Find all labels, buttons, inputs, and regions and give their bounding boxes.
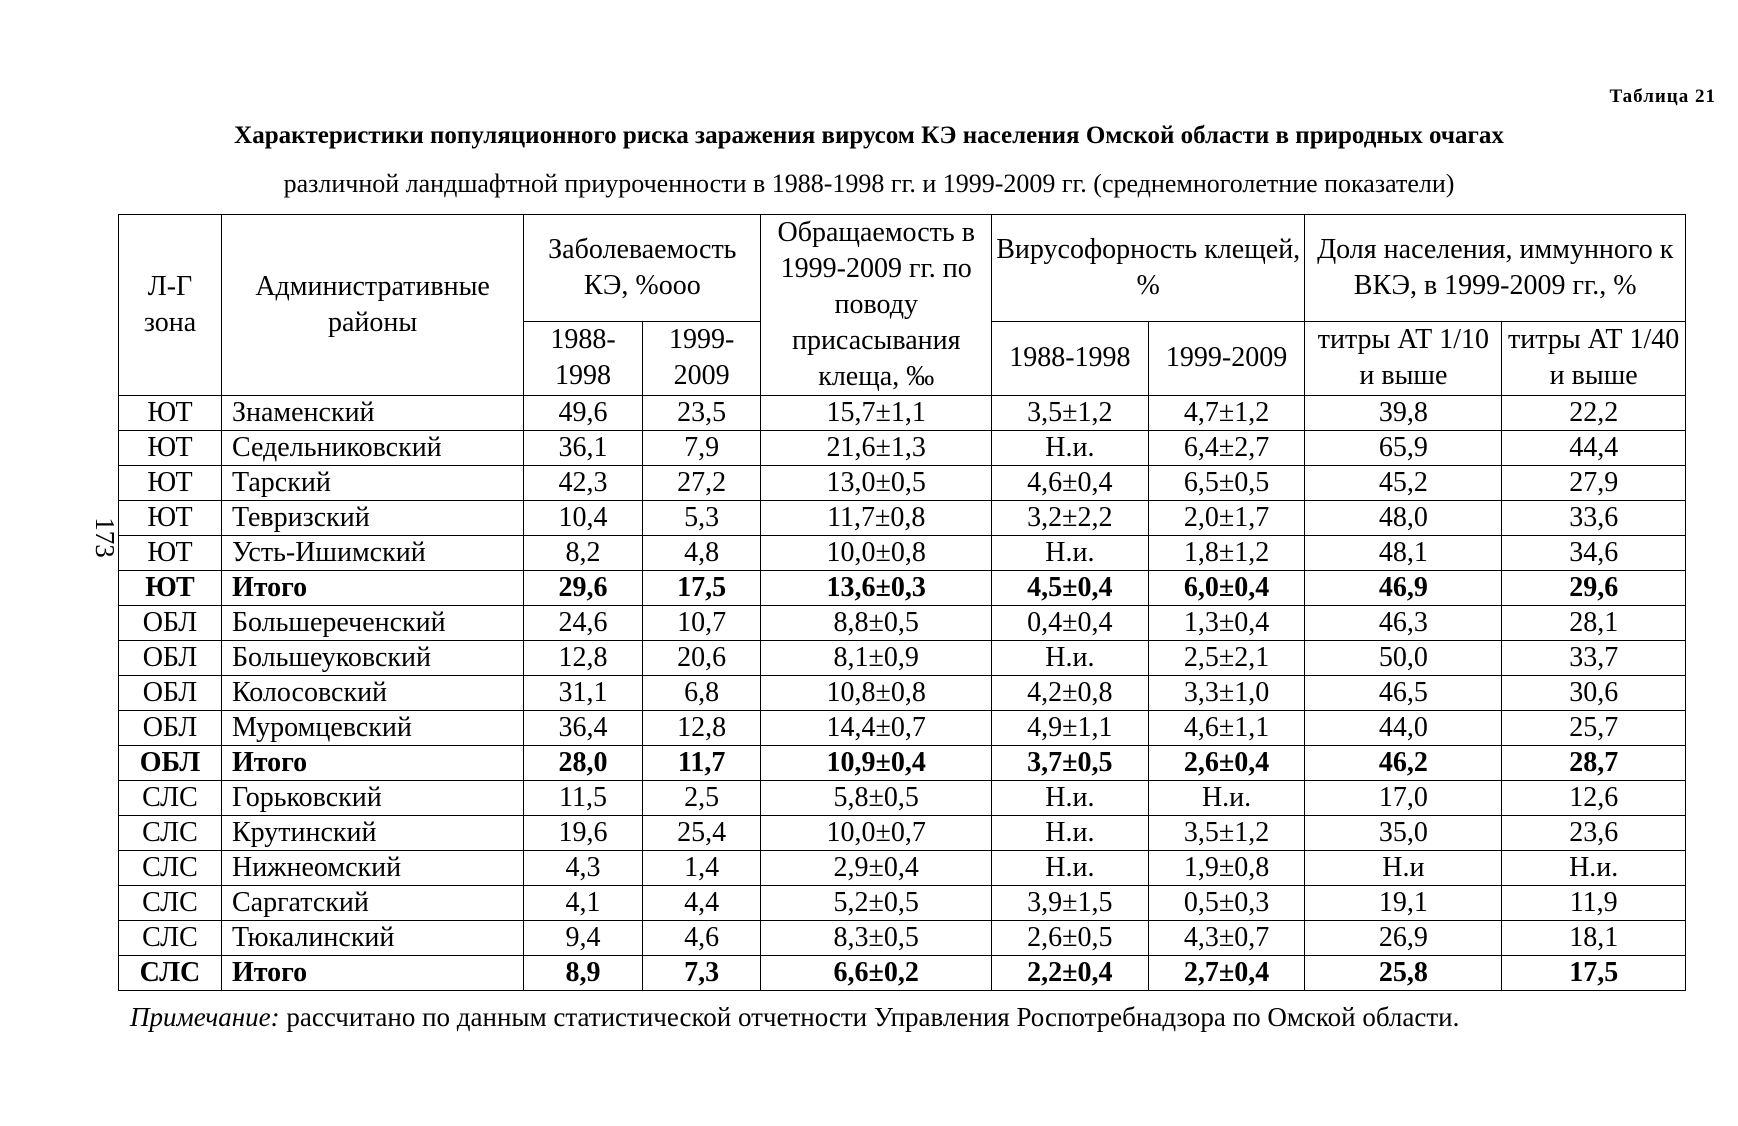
table-row [119, 711, 1686, 746]
cell-zone: ОБЛ [119, 746, 222, 781]
note-text: рассчитано по данным статистической отчетности Управления Роспотребнадзора по Омской области. [279, 1002, 1460, 1032]
cell-district: Горьковский [221, 781, 523, 816]
cell-zone: ОБЛ [119, 606, 222, 641]
header-incidence-period-2: 1999-2009 [642, 321, 761, 395]
cell-virus-2: 6,4±2,7 [1148, 431, 1305, 466]
table-row-total [119, 746, 1686, 781]
cell-zone: СЛС [119, 886, 222, 921]
cell-incidence-2: 17,5 [642, 571, 761, 606]
header-appeals: Обращаемость в 1999-2009 гг. по поводу присасывания клеща, ‰ [761, 215, 992, 396]
cell-virus-2: 4,7±1,2 [1148, 396, 1305, 431]
cell-incidence-2: 20,6 [642, 641, 761, 676]
cell-incidence-1: 12,8 [524, 641, 643, 676]
cell-immune-2: 23,6 [1502, 816, 1686, 851]
cell-incidence-2: 23,5 [642, 396, 761, 431]
cell-virus-1: 3,7±0,5 [992, 746, 1149, 781]
cell-virus-2: 0,5±0,3 [1148, 886, 1305, 921]
caption-line-2: различной ландшафтной приуроченности в 1988-1998 гг. и 1999-2009 гг. (среднемноголетние показатели) [283, 169, 1455, 198]
cell-immune-1: 35,0 [1305, 816, 1502, 851]
cell-virus-2: 1,3±0,4 [1148, 606, 1305, 641]
cell-incidence-1: 9,4 [524, 921, 643, 956]
cell-virus-2: 2,6±0,4 [1148, 746, 1305, 781]
cell-immune-1: 65,9 [1305, 431, 1502, 466]
cell-immune-2: 18,1 [1502, 921, 1686, 956]
table-row [119, 886, 1686, 921]
table-row [119, 851, 1686, 886]
cell-immune-2: 28,1 [1502, 606, 1686, 641]
cell-virus-1: 4,6±0,4 [992, 466, 1149, 501]
cell-zone: ЮТ [119, 571, 222, 606]
cell-appeals: 8,1±0,9 [761, 641, 992, 676]
cell-district: Крутинский [221, 816, 523, 851]
table-row [119, 606, 1686, 641]
cell-appeals: 2,9±0,4 [761, 851, 992, 886]
header-districts: Административные районы [221, 215, 523, 396]
table-row [119, 641, 1686, 676]
cell-immune-2: 22,2 [1502, 396, 1686, 431]
cell-immune-2: 17,5 [1502, 956, 1686, 991]
cell-incidence-1: 24,6 [524, 606, 643, 641]
table-body [119, 396, 1686, 991]
cell-virus-1: Н.и. [992, 641, 1149, 676]
cell-zone: СЛС [119, 956, 222, 991]
cell-appeals: 10,0±0,7 [761, 816, 992, 851]
cell-incidence-2: 4,8 [642, 536, 761, 571]
cell-incidence-2: 11,7 [642, 746, 761, 781]
cell-immune-1: 46,5 [1305, 676, 1502, 711]
cell-appeals: 15,7±1,1 [761, 396, 992, 431]
cell-incidence-2: 5,3 [642, 501, 761, 536]
header-immune-titer-2: титры АТ 1/40 и выше [1502, 321, 1686, 395]
cell-virus-2: 1,9±0,8 [1148, 851, 1305, 886]
cell-district: Итого [221, 746, 523, 781]
cell-immune-2: 30,6 [1502, 676, 1686, 711]
cell-zone: ЮТ [119, 396, 222, 431]
cell-immune-2: Н.и. [1502, 851, 1686, 886]
cell-virus-1: 3,2±2,2 [992, 501, 1149, 536]
cell-district: Седельниковский [221, 431, 523, 466]
cell-district: Большереченский [221, 606, 523, 641]
cell-immune-2: 33,7 [1502, 641, 1686, 676]
cell-zone: ЮТ [119, 501, 222, 536]
cell-virus-2: 6,0±0,4 [1148, 571, 1305, 606]
cell-virus-1: Н.и. [992, 781, 1149, 816]
header-virus-period-1: 1988-1998 [992, 321, 1149, 395]
cell-district: Тюкалинский [221, 921, 523, 956]
cell-immune-1: 19,1 [1305, 886, 1502, 921]
cell-immune-1: Н.и [1305, 851, 1502, 886]
cell-incidence-1: 36,4 [524, 711, 643, 746]
note-label: Примечание: [130, 1002, 280, 1032]
cell-virus-1: Н.и. [992, 816, 1149, 851]
cell-virus-2: 3,3±1,0 [1148, 676, 1305, 711]
header-virus-period-2: 1999-2009 [1148, 321, 1305, 395]
cell-immune-1: 48,1 [1305, 536, 1502, 571]
cell-district: Большеуковский [221, 641, 523, 676]
cell-incidence-1: 11,5 [524, 781, 643, 816]
cell-virus-1: Н.и. [992, 851, 1149, 886]
cell-zone: СЛС [119, 781, 222, 816]
table-row [119, 396, 1686, 431]
table-caption [0, 112, 1738, 208]
table-row [119, 781, 1686, 816]
cell-virus-1: 2,2±0,4 [992, 956, 1149, 991]
header-immune: Доля населения, иммунного к ВКЭ, в 1999-2009 гг., % [1305, 215, 1686, 322]
cell-virus-2: 2,7±0,4 [1148, 956, 1305, 991]
cell-incidence-1: 31,1 [524, 676, 643, 711]
cell-virus-2: 3,5±1,2 [1148, 816, 1305, 851]
cell-appeals: 8,8±0,5 [761, 606, 992, 641]
cell-incidence-2: 4,6 [642, 921, 761, 956]
cell-immune-1: 39,8 [1305, 396, 1502, 431]
cell-virus-1: Н.и. [992, 431, 1149, 466]
cell-incidence-2: 6,8 [642, 676, 761, 711]
table-row-total [119, 571, 1686, 606]
cell-immune-2: 11,9 [1502, 886, 1686, 921]
cell-immune-1: 46,2 [1305, 746, 1502, 781]
cell-immune-2: 44,4 [1502, 431, 1686, 466]
header-zone: Л-Г зона [119, 215, 222, 396]
cell-virus-1: 3,9±1,5 [992, 886, 1149, 921]
cell-incidence-2: 2,5 [642, 781, 761, 816]
cell-virus-2: Н.и. [1148, 781, 1305, 816]
cell-district: Саргатский [221, 886, 523, 921]
table-row [119, 501, 1686, 536]
cell-incidence-1: 28,0 [524, 746, 643, 781]
cell-district: Итого [221, 571, 523, 606]
cell-virus-1: 3,5±1,2 [992, 396, 1149, 431]
cell-immune-2: 12,6 [1502, 781, 1686, 816]
cell-appeals: 11,7±0,8 [761, 501, 992, 536]
cell-immune-1: 44,0 [1305, 711, 1502, 746]
cell-district: Усть-Ишимский [221, 536, 523, 571]
cell-immune-2: 34,6 [1502, 536, 1686, 571]
caption-line-1: Характеристики популяционного риска заражения вирусом КЭ населения Омской области в природных очагах [234, 122, 1504, 149]
cell-incidence-1: 8,9 [524, 956, 643, 991]
cell-incidence-1: 42,3 [524, 466, 643, 501]
cell-virus-2: 4,3±0,7 [1148, 921, 1305, 956]
cell-appeals: 21,6±1,3 [761, 431, 992, 466]
cell-district: Тарский [221, 466, 523, 501]
cell-immune-2: 29,6 [1502, 571, 1686, 606]
cell-incidence-2: 4,4 [642, 886, 761, 921]
cell-incidence-1: 4,1 [524, 886, 643, 921]
cell-immune-1: 45,2 [1305, 466, 1502, 501]
cell-incidence-1: 36,1 [524, 431, 643, 466]
cell-appeals: 5,8±0,5 [761, 781, 992, 816]
table-number: Таблица 21 [1609, 86, 1716, 107]
cell-immune-1: 46,9 [1305, 571, 1502, 606]
cell-immune-2: 28,7 [1502, 746, 1686, 781]
cell-district: Колосовский [221, 676, 523, 711]
cell-zone: ОБЛ [119, 641, 222, 676]
table-row-total [119, 956, 1686, 991]
cell-immune-2: 25,7 [1502, 711, 1686, 746]
cell-incidence-1: 10,4 [524, 501, 643, 536]
cell-appeals: 13,6±0,3 [761, 571, 992, 606]
table-row [119, 466, 1686, 501]
table-row [119, 431, 1686, 466]
cell-virus-1: 2,6±0,5 [992, 921, 1149, 956]
cell-immune-2: 33,6 [1502, 501, 1686, 536]
cell-appeals: 8,3±0,5 [761, 921, 992, 956]
cell-incidence-2: 1,4 [642, 851, 761, 886]
table-row [119, 676, 1686, 711]
cell-zone: ЮТ [119, 536, 222, 571]
cell-virus-2: 6,5±0,5 [1148, 466, 1305, 501]
page-number: 173 [89, 517, 120, 558]
cell-virus-1: 4,5±0,4 [992, 571, 1149, 606]
cell-incidence-2: 7,9 [642, 431, 761, 466]
cell-virus-2: 2,5±2,1 [1148, 641, 1305, 676]
cell-incidence-1: 19,6 [524, 816, 643, 851]
cell-virus-1: Н.и. [992, 536, 1149, 571]
cell-incidence-1: 29,6 [524, 571, 643, 606]
cell-virus-2: 1,8±1,2 [1148, 536, 1305, 571]
cell-incidence-2: 27,2 [642, 466, 761, 501]
header-incidence-period-1: 1988-1998 [524, 321, 643, 395]
cell-incidence-1: 49,6 [524, 396, 643, 431]
cell-appeals: 10,8±0,8 [761, 676, 992, 711]
cell-zone: ЮТ [119, 431, 222, 466]
cell-zone: СЛС [119, 816, 222, 851]
cell-incidence-2: 7,3 [642, 956, 761, 991]
cell-incidence-1: 8,2 [524, 536, 643, 571]
cell-district: Знаменский [221, 396, 523, 431]
cell-zone: ЮТ [119, 466, 222, 501]
cell-immune-1: 17,0 [1305, 781, 1502, 816]
cell-appeals: 6,6±0,2 [761, 956, 992, 991]
cell-immune-1: 46,3 [1305, 606, 1502, 641]
cell-immune-1: 25,8 [1305, 956, 1502, 991]
header-incidence: Заболеваемость КЭ, %ооо [524, 215, 761, 322]
cell-virus-1: 0,4±0,4 [992, 606, 1149, 641]
cell-appeals: 10,9±0,4 [761, 746, 992, 781]
cell-immune-1: 50,0 [1305, 641, 1502, 676]
cell-district: Итого [221, 956, 523, 991]
cell-district: Тевризский [221, 501, 523, 536]
cell-zone: ОБЛ [119, 711, 222, 746]
table-row [119, 816, 1686, 851]
cell-incidence-2: 10,7 [642, 606, 761, 641]
cell-immune-1: 26,9 [1305, 921, 1502, 956]
cell-incidence-1: 4,3 [524, 851, 643, 886]
header-immune-titer-1: титры АТ 1/10 и выше [1305, 321, 1502, 395]
cell-district: Муромцевский [221, 711, 523, 746]
cell-zone: ОБЛ [119, 676, 222, 711]
cell-zone: СЛС [119, 921, 222, 956]
table-note [130, 1002, 1459, 1033]
table-row [119, 921, 1686, 956]
cell-incidence-2: 12,8 [642, 711, 761, 746]
cell-virus-1: 4,2±0,8 [992, 676, 1149, 711]
cell-virus-2: 4,6±1,1 [1148, 711, 1305, 746]
cell-appeals: 5,2±0,5 [761, 886, 992, 921]
table-row [119, 536, 1686, 571]
header-virus: Вирусофорность клещей, % [992, 215, 1305, 322]
cell-appeals: 13,0±0,5 [761, 466, 992, 501]
cell-virus-1: 4,9±1,1 [992, 711, 1149, 746]
cell-virus-2: 2,0±1,7 [1148, 501, 1305, 536]
cell-zone: СЛС [119, 851, 222, 886]
cell-immune-1: 48,0 [1305, 501, 1502, 536]
cell-incidence-2: 25,4 [642, 816, 761, 851]
data-table [118, 214, 1686, 991]
cell-appeals: 14,4±0,7 [761, 711, 992, 746]
cell-appeals: 10,0±0,8 [761, 536, 992, 571]
cell-district: Нижнеомский [221, 851, 523, 886]
cell-immune-2: 27,9 [1502, 466, 1686, 501]
